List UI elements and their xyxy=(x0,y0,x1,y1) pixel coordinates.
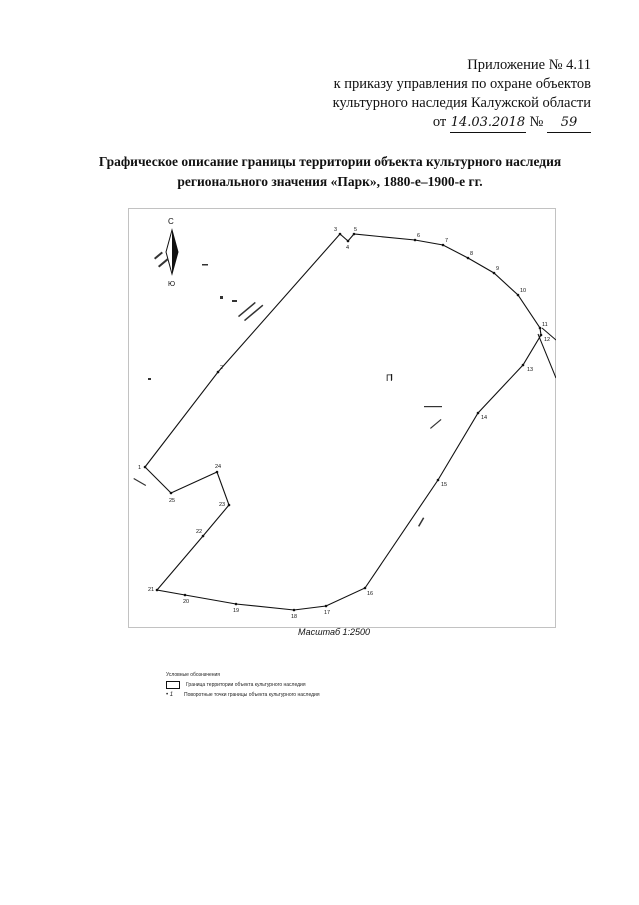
turning-point-label-5: 5 xyxy=(354,227,358,233)
turning-point-label-14: 14 xyxy=(481,415,488,421)
turning-point-label-10: 10 xyxy=(520,288,527,294)
turning-point-10 xyxy=(517,294,520,297)
turning-point-12 xyxy=(540,334,543,337)
turning-point-11 xyxy=(539,327,542,330)
turning-point-17 xyxy=(325,605,328,608)
turning-point-label-25: 25 xyxy=(169,498,176,504)
document-title xyxy=(60,152,600,192)
legend-item-points xyxy=(166,690,320,700)
turning-point-22 xyxy=(202,535,205,538)
turning-point-7 xyxy=(442,244,445,247)
legend-point-symbol: • 1 xyxy=(166,692,174,698)
turning-points xyxy=(138,227,550,620)
turning-point-label-16: 16 xyxy=(367,591,374,597)
turning-point-label-11: 11 xyxy=(542,322,548,328)
turning-point-2 xyxy=(217,371,220,374)
map-legend xyxy=(166,670,320,700)
turning-point-4 xyxy=(347,240,350,243)
turning-point-21 xyxy=(156,589,159,592)
turning-point-16 xyxy=(364,587,367,590)
appendix-date-line xyxy=(333,113,591,133)
turning-point-9 xyxy=(493,272,496,275)
turning-point-label-3: 3 xyxy=(334,227,338,233)
turning-point-5 xyxy=(353,233,356,236)
turning-point-20 xyxy=(184,594,187,597)
turning-point-label-1: 1 xyxy=(138,465,142,471)
north-label: С xyxy=(168,217,174,226)
turning-point-19 xyxy=(235,603,238,606)
legend-boundary-text: Граница территории объекта культурного наследия xyxy=(186,682,306,688)
turning-point-15 xyxy=(437,479,440,482)
turning-point-label-8: 8 xyxy=(470,251,474,257)
appendix-header xyxy=(333,56,591,133)
turning-point-25 xyxy=(170,492,173,495)
turning-point-label-12: 12 xyxy=(544,337,551,343)
legend-boundary-swatch xyxy=(166,681,180,689)
handwritten-number: 59 xyxy=(547,113,591,133)
turning-point-label-22: 22 xyxy=(196,529,203,535)
legend-title: Условные обозначения xyxy=(166,672,221,678)
from-label: от xyxy=(432,114,447,130)
south-label: Ю xyxy=(168,281,176,288)
legend-item-boundary xyxy=(166,680,320,690)
turning-point-label-2: 2 xyxy=(220,365,224,371)
title-line-2: регионального значения «Парк», 1880-е–1900-е гг. xyxy=(177,174,483,189)
appendix-authority-line: культурного наследия Калужской области xyxy=(332,95,591,111)
number-label: № xyxy=(529,114,544,130)
turning-point-label-9: 9 xyxy=(496,266,500,272)
turning-point-label-23: 23 xyxy=(219,502,226,508)
boundary-map xyxy=(128,208,556,628)
appendix-number: Приложение № 4.11 xyxy=(467,57,591,73)
turning-point-label-21: 21 xyxy=(148,587,155,593)
legend-point-text: Поворотные точки границы объекта культурного наследия xyxy=(184,692,320,698)
turning-point-8 xyxy=(467,257,470,260)
title-line-1: Графическое описание границы территории объекта культурного наследия xyxy=(98,154,562,169)
turning-point-1 xyxy=(144,466,147,469)
turning-point-6 xyxy=(414,239,417,242)
boundary-polygon xyxy=(145,234,541,610)
turning-point-label-24: 24 xyxy=(215,464,222,470)
map-scale: Масштаб 1:2500 xyxy=(298,627,371,637)
center-label: П xyxy=(386,373,393,383)
turning-point-label-19: 19 xyxy=(233,608,240,614)
turning-point-label-13: 13 xyxy=(527,367,534,373)
turning-point-label-6: 6 xyxy=(417,233,421,239)
turning-point-18 xyxy=(293,609,296,612)
turning-point-13 xyxy=(522,364,525,367)
turning-point-23 xyxy=(228,504,231,507)
turning-point-label-7: 7 xyxy=(445,238,449,244)
turning-point-label-18: 18 xyxy=(291,614,298,620)
handwritten-date: 14.03.2018 xyxy=(450,113,526,133)
north-arrow xyxy=(166,217,178,288)
appendix-order-line: к приказу управления по охране объектов xyxy=(333,76,591,92)
turning-point-24 xyxy=(216,471,219,474)
turning-point-label-17: 17 xyxy=(324,610,331,616)
turning-point-label-15: 15 xyxy=(441,482,448,488)
turning-point-label-20: 20 xyxy=(183,599,190,605)
turning-point-label-4: 4 xyxy=(346,245,350,251)
turning-point-3 xyxy=(339,233,342,236)
turning-point-14 xyxy=(477,412,480,415)
